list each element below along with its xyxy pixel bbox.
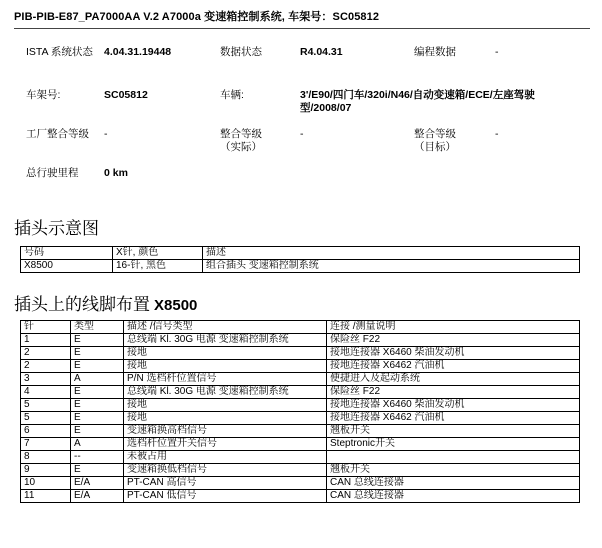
programming-data-label: 编程数据	[414, 46, 456, 58]
table-cell: 7	[21, 438, 71, 451]
table-row	[21, 334, 580, 347]
table-cell: 翘板开关	[327, 464, 580, 477]
table-cell: CAN 总线连接器	[327, 490, 580, 503]
table-row	[21, 412, 580, 425]
table-row	[21, 373, 580, 386]
ista-value: 4.04.31.19448	[104, 46, 172, 58]
actual-level-label: 整合等级（实际）	[220, 128, 262, 153]
table-row	[21, 425, 580, 438]
table-cell: A	[71, 373, 124, 386]
table-cell: E	[71, 425, 124, 438]
table-cell: 2	[21, 347, 71, 360]
table-row	[21, 490, 580, 503]
table-cell: 总线端 Kl. 30G 电源 变速箱控制系统	[124, 386, 327, 399]
table-cell: E	[71, 386, 124, 399]
table-row	[21, 347, 580, 360]
table-cell: 接地	[124, 399, 327, 412]
table-cell: 选档杆位置开关信号	[124, 438, 327, 451]
table-cell: --	[71, 451, 124, 464]
vehicle-label: 车辆:	[220, 89, 244, 101]
pin-section-title: 插头上的线脚布置	[14, 295, 150, 314]
table-row	[21, 386, 580, 399]
table-cell: 组合插头 变速箱控制系统	[203, 260, 580, 273]
table-cell: 3	[21, 373, 71, 386]
title-divider	[14, 28, 590, 29]
table-cell: 保险丝 F22	[327, 334, 580, 347]
table-header-row	[21, 321, 580, 334]
pin-section-connector-id: X8500	[154, 297, 198, 314]
table-row	[21, 438, 580, 451]
column-header: X针, 颜色	[113, 247, 203, 260]
data-state-value: R4.04.31	[300, 46, 343, 58]
table-cell	[327, 451, 580, 464]
table-cell: 接地连接器 X6462 汽油机	[327, 360, 580, 373]
table-cell: 6	[21, 425, 71, 438]
pin-table	[20, 320, 580, 503]
column-header: 连接 /测量说明	[327, 321, 580, 334]
table-cell: E	[71, 412, 124, 425]
table-cell: 接地	[124, 347, 327, 360]
table-cell: 1	[21, 334, 71, 347]
table-cell: E	[71, 334, 124, 347]
table-cell: 变速箱换低档信号	[124, 464, 327, 477]
table-cell: 16-针, 黑色	[113, 260, 203, 273]
table-cell: E	[71, 360, 124, 373]
table-cell: 10	[21, 477, 71, 490]
table-cell: 5	[21, 399, 71, 412]
ista-label: ISTA 系统状态	[26, 46, 93, 58]
table-cell: E	[71, 464, 124, 477]
target-level-label: 整合等级（目标）	[414, 128, 456, 153]
table-cell: 翘板开关	[327, 425, 580, 438]
actual-level-value: -	[300, 128, 304, 140]
mileage-value: 0 km	[104, 167, 128, 179]
table-cell: 9	[21, 464, 71, 477]
programming-data-value: -	[495, 46, 499, 58]
table-cell: 接地连接器 X6460 柴油发动机	[327, 399, 580, 412]
table-cell: Steptronic开关	[327, 438, 580, 451]
table-cell: P/N 选档杆位置信号	[124, 373, 327, 386]
vin-value: SC05812	[104, 89, 148, 101]
table-cell: PT-CAN 低信号	[124, 490, 327, 503]
factory-level-label: 工厂整合等级	[26, 128, 89, 140]
column-header: 号码	[21, 247, 113, 260]
table-header-row	[21, 247, 580, 260]
column-header: 类型	[71, 321, 124, 334]
table-cell: 接地	[124, 412, 327, 425]
table-cell: E	[71, 347, 124, 360]
table-row	[21, 360, 580, 373]
table-cell: 变速箱换高档信号	[124, 425, 327, 438]
table-cell: X8500	[21, 260, 113, 273]
table-cell: CAN 总线连接器	[327, 477, 580, 490]
table-row	[21, 464, 580, 477]
table-row	[21, 477, 580, 490]
mileage-label: 总行驶里程	[26, 167, 79, 179]
connector-table	[20, 246, 580, 273]
table-cell: E	[71, 399, 124, 412]
data-state-label: 数据状态	[220, 46, 262, 58]
table-row	[21, 451, 580, 464]
table-cell: 4	[21, 386, 71, 399]
table-cell: 接地连接器 X6462 汽油机	[327, 412, 580, 425]
table-cell: 11	[21, 490, 71, 503]
table-cell: PT-CAN 高信号	[124, 477, 327, 490]
table-cell: 便捷进入及起动系统	[327, 373, 580, 386]
column-header: 针	[21, 321, 71, 334]
column-header: 描述 /信号类型	[124, 321, 327, 334]
column-header: 描述	[203, 247, 580, 260]
vehicle-value: 3'/E90/四门车/320i/N46/自动变速箱/ECE/左座驾驶型/2008/07	[300, 89, 535, 114]
table-cell: 接地	[124, 360, 327, 373]
target-level-value: -	[495, 128, 499, 140]
connector-section-heading: 插头示意图	[14, 219, 99, 238]
table-cell: 2	[21, 360, 71, 373]
table-cell: E/A	[71, 490, 124, 503]
table-cell: E/A	[71, 477, 124, 490]
table-cell: A	[71, 438, 124, 451]
table-cell: 保险丝 F22	[327, 386, 580, 399]
table-cell: 总线端 Kl. 30G 电源 变速箱控制系统	[124, 334, 327, 347]
table-cell: 接地连接器 X6460 柴油发动机	[327, 347, 580, 360]
table-cell: 5	[21, 412, 71, 425]
pin-section-heading	[14, 290, 197, 315]
factory-level-value: -	[104, 128, 108, 140]
table-cell: 未被占用	[124, 451, 327, 464]
document-title: PIB-PIB-E87_PA7000AA V.2 A7000a 变速箱控制系统, 车架号：SC05812	[14, 11, 380, 23]
table-row	[21, 260, 580, 273]
vin-label: 车架号:	[26, 89, 61, 101]
table-row	[21, 399, 580, 412]
table-cell: 8	[21, 451, 71, 464]
